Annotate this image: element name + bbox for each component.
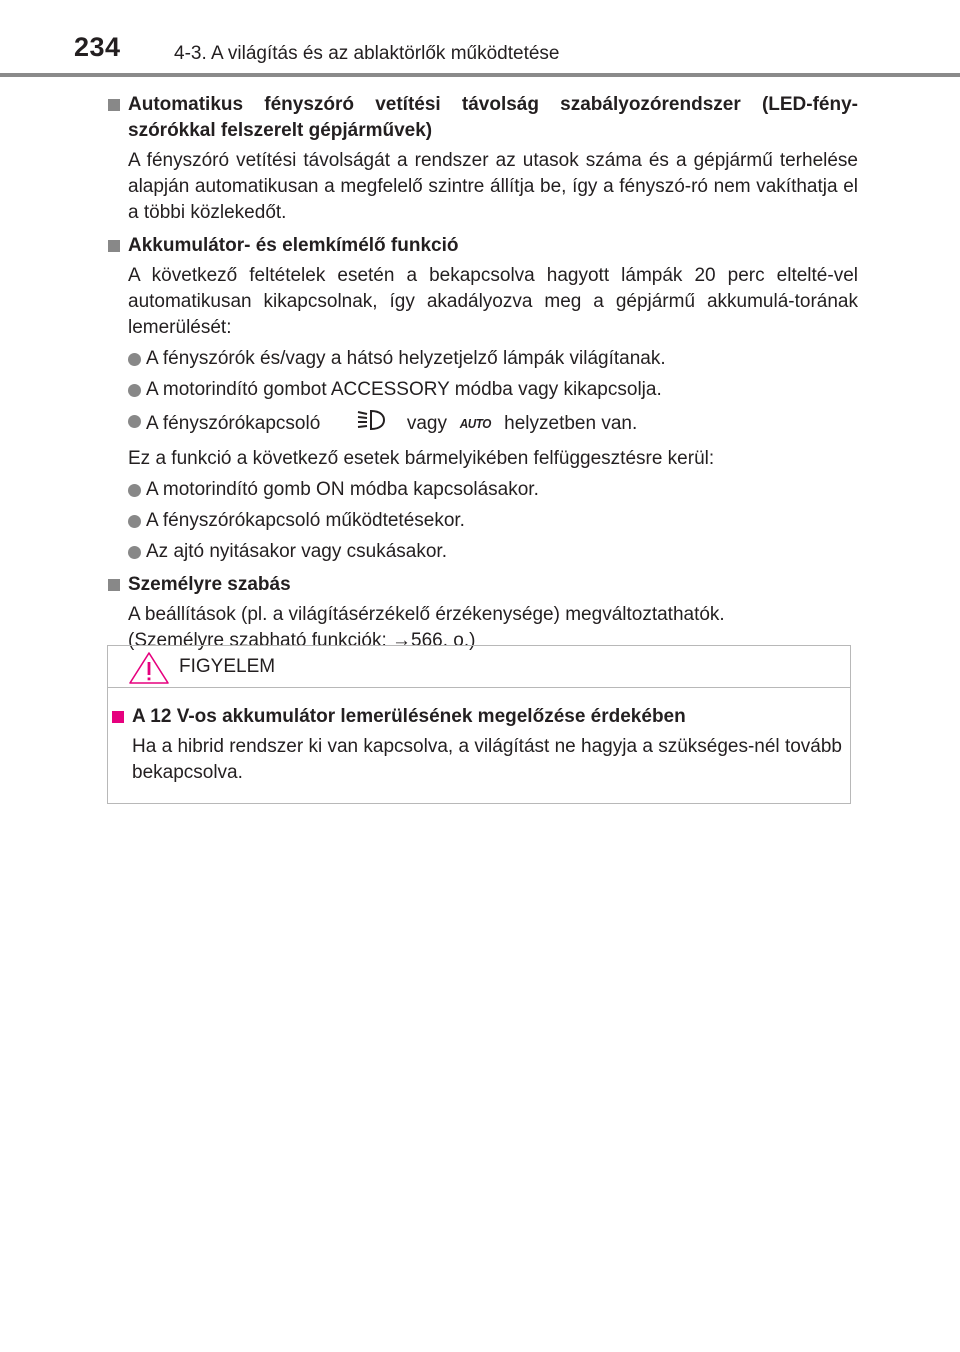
cross-reference: (Személyre szabható funkciók: →566. o.) [128, 630, 476, 651]
paragraph: A fényszóró vetítési távolságát a rendszer az utasok száma és a gépjármű terhelése alapján automatikusan a megfelelő szintre állítja be, így a fényszó-ró nem vakíthatja el a többi közlekedőt. [128, 150, 858, 223]
square-bullet-icon [108, 579, 120, 591]
section-heading-battery-saver [108, 233, 858, 259]
warning-header [108, 646, 850, 688]
list-item-text: A motorindító gombot ACCESSORY módba vagy kikapcsolja. [146, 379, 662, 400]
heading-text: A 12 V-os akkumulátor lemerülésének megelőzése érdekében [132, 706, 686, 727]
heading-text: Személyre szabás [128, 574, 291, 595]
warning-triangle-icon [128, 651, 170, 690]
circle-bullet-icon [128, 515, 141, 528]
list-item-text: Az ajtó nyitásakor vagy csukásakor. [146, 541, 447, 562]
square-bullet-icon [108, 99, 120, 111]
auto-icon: AUTO [459, 416, 492, 431]
main-content [108, 92, 858, 654]
paragraph-line: A beállítások (pl. a világításérzékelő érzékenysége) megváltoztathatók. [128, 604, 725, 625]
section-heading-customization [108, 572, 858, 598]
page-number: 234 [74, 32, 121, 62]
list-item-text: helyzetben van. [504, 413, 638, 435]
warning-heading [112, 704, 842, 730]
headlight-icon [354, 408, 388, 440]
heading-text: Akkumulátor- és elemkímélő funkció [128, 235, 459, 256]
circle-bullet-icon [128, 546, 141, 559]
page-header [0, 0, 960, 80]
list-item [108, 408, 858, 440]
list-item [108, 477, 858, 503]
section-heading-auto-leveling [108, 92, 858, 144]
circle-bullet-icon [128, 384, 141, 397]
circle-bullet-icon [128, 484, 141, 497]
paragraph: A következő feltételek esetén a bekapcsolva hagyott lámpák 20 perc eltelté-vel automatikusan kikapcsolnak, így akadályozva meg a gépjármű akkumulá-torának lemerülését: [128, 265, 858, 338]
list-item-text: A fényszórókapcsoló működtetésekor. [146, 510, 465, 531]
square-bullet-icon [108, 240, 120, 252]
heading-text: Automatikus fényszóró vetítési távolság szabályozórendszer (LED-fény-szórókkal felszerelt gépjárművek) [128, 94, 858, 141]
paragraph: Ez a funkció a következő esetek bármelyikében felfüggesztésre kerül: [128, 448, 715, 469]
warning-text: Ha a hibrid rendszer ki van kapcsolva, a világítást ne hagyja a szükséges-nél tovább bekapcsolva. [132, 736, 842, 783]
chapter-title: 4-3. A világítás és az ablaktörlők működtetése [174, 43, 560, 64]
square-bullet-icon [112, 711, 124, 723]
list-item-text: vagy [406, 413, 447, 435]
circle-bullet-icon [128, 353, 141, 366]
list-item [108, 508, 858, 534]
list-item [108, 539, 858, 565]
circle-bullet-icon [128, 415, 141, 428]
list-item-text: A fényszórókapcsoló [146, 413, 321, 435]
warning-label: FIGYELEM [179, 656, 276, 677]
list-item [108, 377, 858, 403]
warning-box [107, 645, 851, 804]
header-rule [0, 73, 960, 77]
warning-body [112, 704, 842, 786]
list-item [108, 346, 858, 372]
list-item-text: A motorindító gomb ON módba kapcsolásakor. [146, 479, 539, 500]
list-item-text: A fényszórók és/vagy a hátsó helyzetjelző lámpák világítanak. [146, 348, 666, 369]
